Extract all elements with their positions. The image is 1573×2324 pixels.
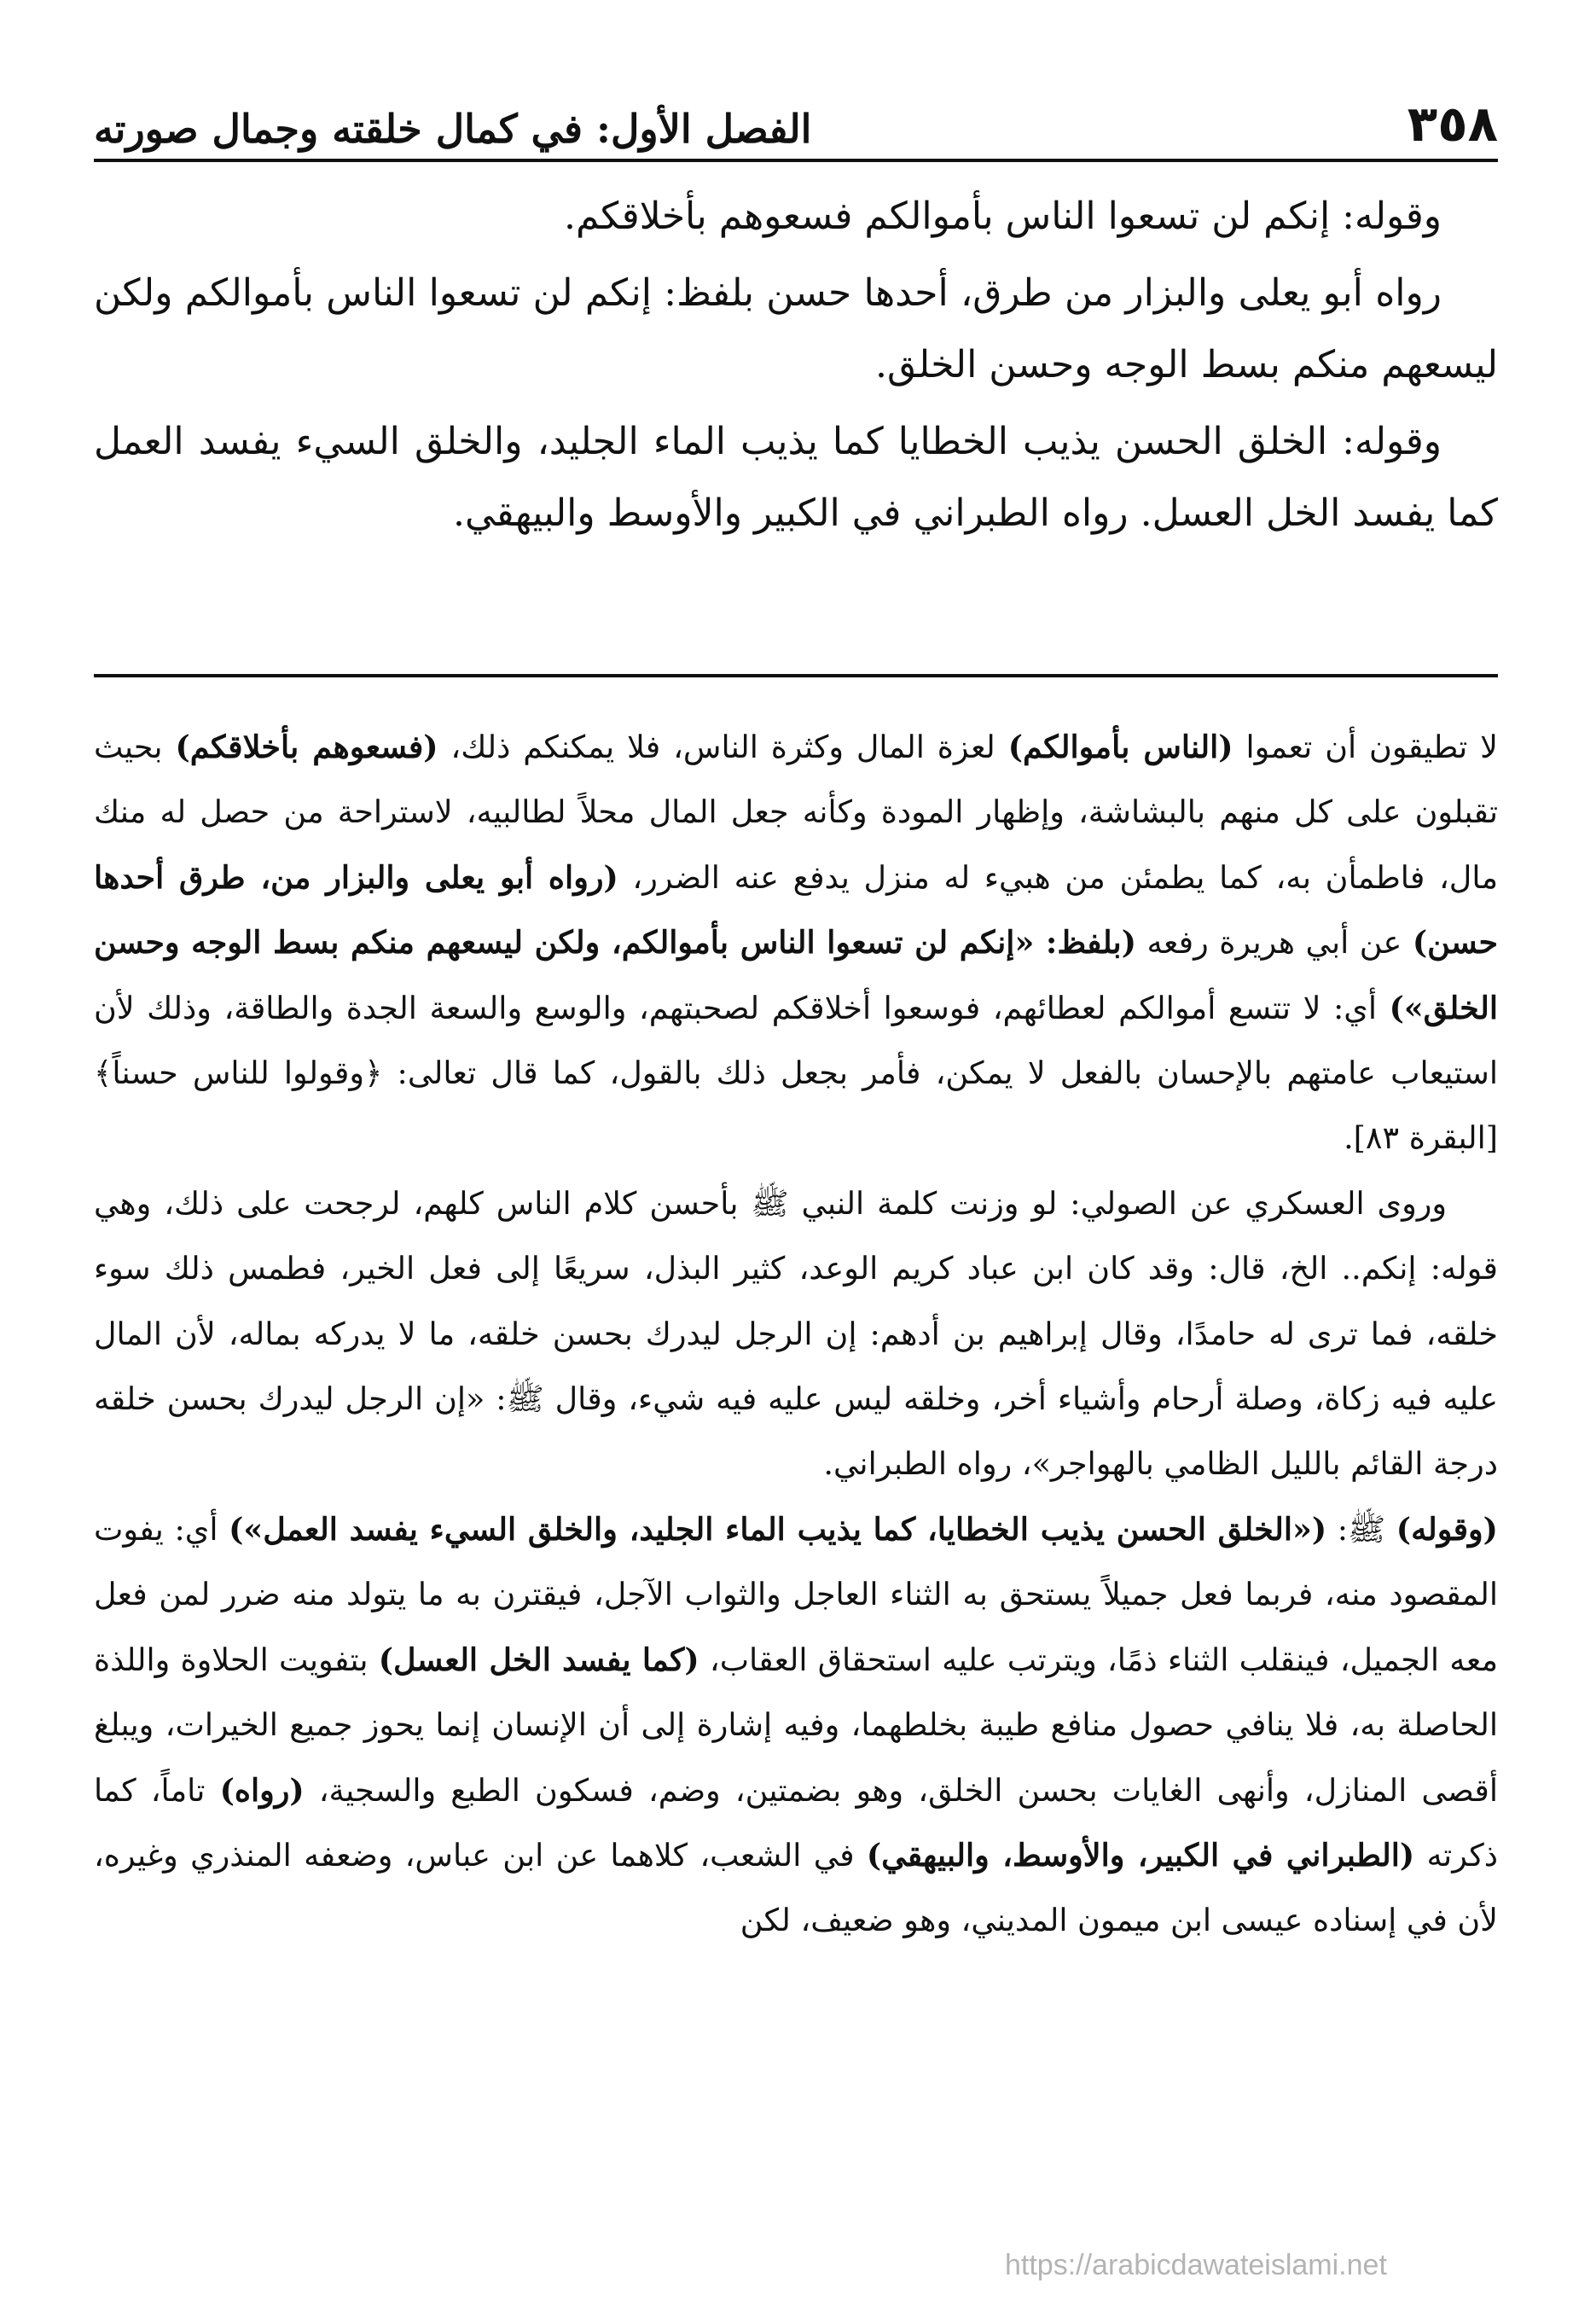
commentary-text: تاماً، كما ذكرته	[94, 1771, 1498, 1874]
main-paragraph: وقوله: الخلق الحسن يذيب الخطايا كما يذيب الماء الجليد، والخلق السيء يفسد العمل كما يفسد الخل العسل. رواه الطبراني في الكبير والأوسط والبيهقي.	[94, 420, 1498, 535]
header-divider	[94, 159, 1498, 162]
quoted-phrase: («الخلق الحسن يذيب الخطايا، كما يذيب الماء الجليد، والخلق السيء يفسد العمل»)	[229, 1510, 1327, 1548]
commentary-paragraph: وروى العسكري عن الصولي: لو وزنت كلمة النبي ﷺ بأحسن كلام الناس كلهم، لرجحت على ذلك، وهي قوله: إنكم.. الخ، قال: وقد كان ابن عباد كريم الوعد، كثير البذل، سريعًا إلى فعل الخير، فطمس ذلك سوء خلقه، فما ترى له حامدًا، وقال إبراهيم بن أدهم: إن الرجل ليدرك بحسن خلقه، ما لا يدركه بماله، لأن المال عليه فيه زكاة، وصلة أرحام وأشياء أخر، وخلقه ليس عليه فيه شيء، وقال ﷺ: «إن الرجل ليدرك بحسن خلقه درجة القائم بالليل الظامي بالهواجر»، رواه الطبراني.	[94, 1184, 1498, 1483]
quoted-phrase: (الطبراني في الكبير، والأوسط، والبيهقي)	[866, 1836, 1415, 1874]
commentary-text: لا تطيقون أن تعموا	[1233, 729, 1498, 765]
commentary-text: ﷺ:	[1326, 1510, 1396, 1548]
page-header	[94, 89, 1498, 153]
commentary-text: أي: لا تتسع أموالكم لعطائهم، فوسعوا أخلاقكم لصحبتهم، والوسع والسعة الجدة والطاقة، وذلك لأن استيعاب عامتهم بالإحسان بالفعل لا يمكن، فأمر بجعل ذلك بالقول، كما قال تعالى: ﴿وقولوا للناس حسناً﴾ [البقرة ٨٣].	[94, 989, 1498, 1157]
commentary-text: أي: يفوت المقصود منه، فربما فعل جميلاً يستحق به الثناء العاجل والثواب الآجل، فيقترن به ما يتولد منه ضرر لمن فعل معه الجميل، فينقلب الثناء ذمًا، ويترتب عليه استحقاق العقاب،	[94, 1510, 1498, 1678]
commentary-text: عن أبي هريرة رفعه	[1135, 924, 1413, 962]
page-number: ٣٥٨	[1407, 95, 1498, 153]
running-title: الفصل الأول: في كمال خلقته وجمال صورته	[94, 106, 812, 152]
book-page	[94, 0, 1498, 2324]
main-paragraph: وقوله: إنكم لن تسعوا الناس بأموالكم فسعوهم بأخلاقكم.	[564, 195, 1442, 238]
main-paragraph: رواه أبو يعلى والبزار من طرق، أحدها حسن بلفظ: إنكم لن تسعوا الناس بأموالكم ولكن ليسعهم منكم بسط الوجه وحسن الخلق.	[94, 271, 1498, 386]
website-watermark: https://arabicdawateislami.net	[1005, 2249, 1387, 2281]
main-text	[94, 181, 1498, 555]
quoted-phrase: (كما يفسد الخل العسل)	[378, 1641, 699, 1678]
quoted-phrase: (رواه)	[219, 1771, 305, 1809]
quoted-phrase: (بلفظ: «إنكم لن تسعوا الناس بأموالكم، ولكن ليسعهم منكم بسط الوجه وحسن الخلق»)	[94, 924, 1498, 1026]
quoted-phrase: (رواه أبو يعلى والبزار من، طرق أحدها حسن)	[94, 858, 1499, 962]
commentary-text: لعزة المال وكثرة الناس، فلا يمكنكم ذلك،	[438, 729, 1008, 765]
commentary-paragraph	[94, 1497, 1498, 1954]
commentary-text: في الشعب، كلاهما عن ابن عباس، وضعفه المنذري وغيره، لأن في إسناده عيسى ابن ميمون المديني، وهو ضعيف، لكن	[94, 1836, 1498, 1939]
commentary-text: بتفويت الحلاوة واللذة الحاصلة به، فلا ينافي حصول منافع طيبة بخلطهما، وفيه إشارة إلى أن الإنسان إنما يحوز جميع الخيرات، ويبلغ أقصى المنازل، وأنهى الغايات بحسن الخلق، وهو بضمتين، وضم، فسكون الطبع والسجية،	[94, 1641, 1498, 1809]
commentary	[94, 715, 1498, 1954]
quoted-phrase: (الناس بأموالكم)	[1007, 729, 1233, 765]
commentary-paragraph	[94, 715, 1498, 1171]
quoted-phrase: (فسعوهم بأخلاقكم)	[175, 729, 438, 765]
commentary-divider	[94, 674, 1498, 677]
quoted-phrase: (وقوله)	[1396, 1510, 1498, 1548]
commentary-text: بحيث تقبلون على كل منهم بالبشاشة، وإظهار المودة وكأنه جعل المال محلاً لطالبيه، لاستراحة من حصل له منك مال، فاطمأن به، كما يطمئن من هبيء له منزل يدفع عنه الضرر،	[94, 729, 1498, 896]
